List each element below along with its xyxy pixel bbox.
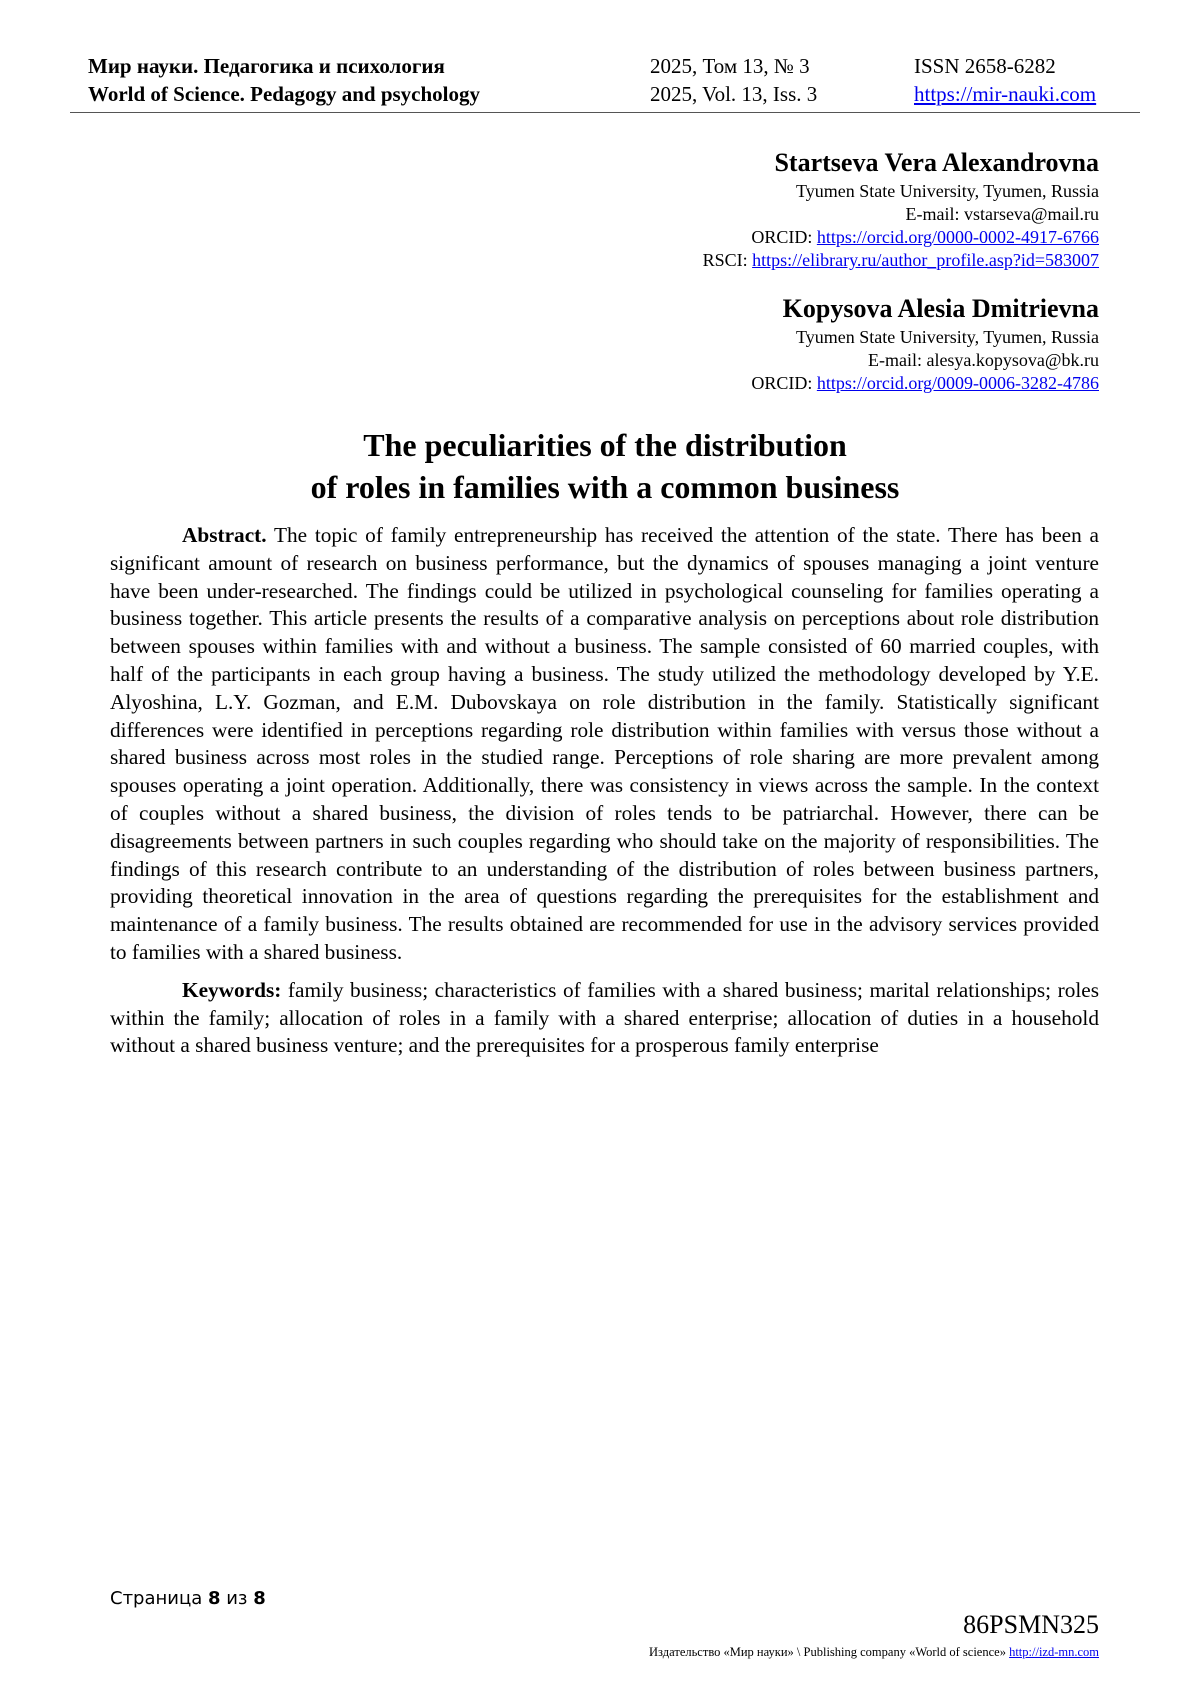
journal-name-en: World of Science. Pedagogy and psychology — [88, 82, 481, 106]
page-middle: из — [220, 1588, 254, 1609]
author-name: Kopysova Alesia Dmitrievna — [782, 294, 1099, 323]
title-line-2: of roles in families with a common business — [310, 469, 900, 505]
publisher-line — [649, 1645, 1099, 1660]
author-email: E-mail: vstarseva@mail.ru — [905, 204, 1099, 224]
abstract-text: The topic of family entrepreneurship has received the attention of the state. There has been a significant amount of research on business performance, but the dynamics of spouses managing a joint venture have been under-researched. The findings could be utilized in psychological counseling for families operating a business together. This article presents the results of a comparative analysis on perceptions about role distribution between spouses within families with and without a business. The sample consisted of 60 married couples, with half of the participants in each group having a business. The study utilized the methodology developed by Y.E. Alyoshina, L.Y. Gozman, and E.M. Dubovskaya on role distribution in the family. Statistically significant differences were identified in perceptions regarding role distribution within families with versus those without a shared business across most roles in the studied range. Perceptions of role sharing are more prevalent among spouses operating a joint operation. Additionally, there was consistency in views across the sample. In the context of couples without a shared business, the division of roles tends to be patriarchal. However, there can be disagreements between partners in such couples regarding who should take on the majority of responsibilities. The findings of this research contribute to an understanding of the distribution of roles between business partners, providing theoretical innovation in the area of questions regarding the prerequisites for the establishment and maintenance of a family business. The results obtained are recommended for use in the advisory services provided to families with a shared business. — [110, 523, 1099, 964]
paper-title — [110, 424, 1100, 508]
journal-header — [70, 54, 1140, 113]
issue-en: 2025, Vol. 13, Iss. 3 — [650, 82, 818, 106]
keywords-text: family business; characteristics of families with a shared business; marital relationships; roles within the family; allocation of roles in a family with a shared enterprise; allocation of duties in a household without a shared business venture; and the prerequisites for a prosperous family enterprise — [110, 977, 1099, 1058]
page-number — [110, 1588, 266, 1609]
author-email: E-mail: alesya.kopysova@bk.ru — [867, 350, 1099, 370]
issn: ISSN 2658-6282 — [914, 54, 1056, 78]
author-affiliation: Tyumen State University, Tyumen, Russia — [796, 327, 1099, 347]
orcid-link[interactable]: https://orcid.org/0009-0006-3282-4786 — [816, 373, 1099, 393]
publisher-link[interactable]: http://izd-mn.com — [1009, 1645, 1099, 1659]
rsci-label: RSCI: — [702, 250, 753, 270]
author-affiliation: Tyumen State University, Tyumen, Russia — [796, 181, 1099, 201]
header-row-russian — [88, 54, 1140, 82]
abstract-label: Abstract. — [182, 523, 267, 547]
title-line-1: The peculiarities of the distribution — [363, 427, 847, 463]
page-current: 8 — [207, 1588, 221, 1609]
publisher-text: Издательство «Мир науки» \ Publishing company «World of science» — [649, 1645, 1010, 1659]
author-1 — [703, 146, 1099, 272]
orcid-label: ORCID: — [751, 227, 817, 247]
orcid-label: ORCID: — [751, 373, 817, 393]
keywords-label: Keywords: — [182, 977, 282, 1002]
page-total: 8 — [253, 1588, 266, 1609]
author-2 — [703, 292, 1099, 395]
page-prefix: Страница — [110, 1588, 208, 1609]
issue-ru: 2025, Том 13, № 3 — [650, 54, 810, 78]
abstract-section — [110, 522, 1099, 1070]
journal-name-ru: Мир науки. Педагогика и психология — [88, 54, 445, 78]
abstract-paragraph — [110, 522, 1099, 967]
header-row-english — [88, 82, 1140, 110]
rsci-link[interactable]: https://elibrary.ru/author_profile.asp?id=583007 — [752, 250, 1099, 270]
author-orcid — [703, 226, 1099, 249]
journal-url-link[interactable]: https://mir-nauki.com — [914, 82, 1097, 106]
keywords-paragraph — [110, 977, 1099, 1060]
author-orcid — [703, 372, 1099, 395]
author-name: Startseva Vera Alexandrovna — [774, 148, 1099, 177]
orcid-link[interactable]: https://orcid.org/0000-0002-4917-6766 — [816, 227, 1099, 247]
authors-block — [703, 146, 1099, 415]
author-rsci — [703, 249, 1099, 272]
article-code: 86PSMN325 — [963, 1610, 1099, 1639]
